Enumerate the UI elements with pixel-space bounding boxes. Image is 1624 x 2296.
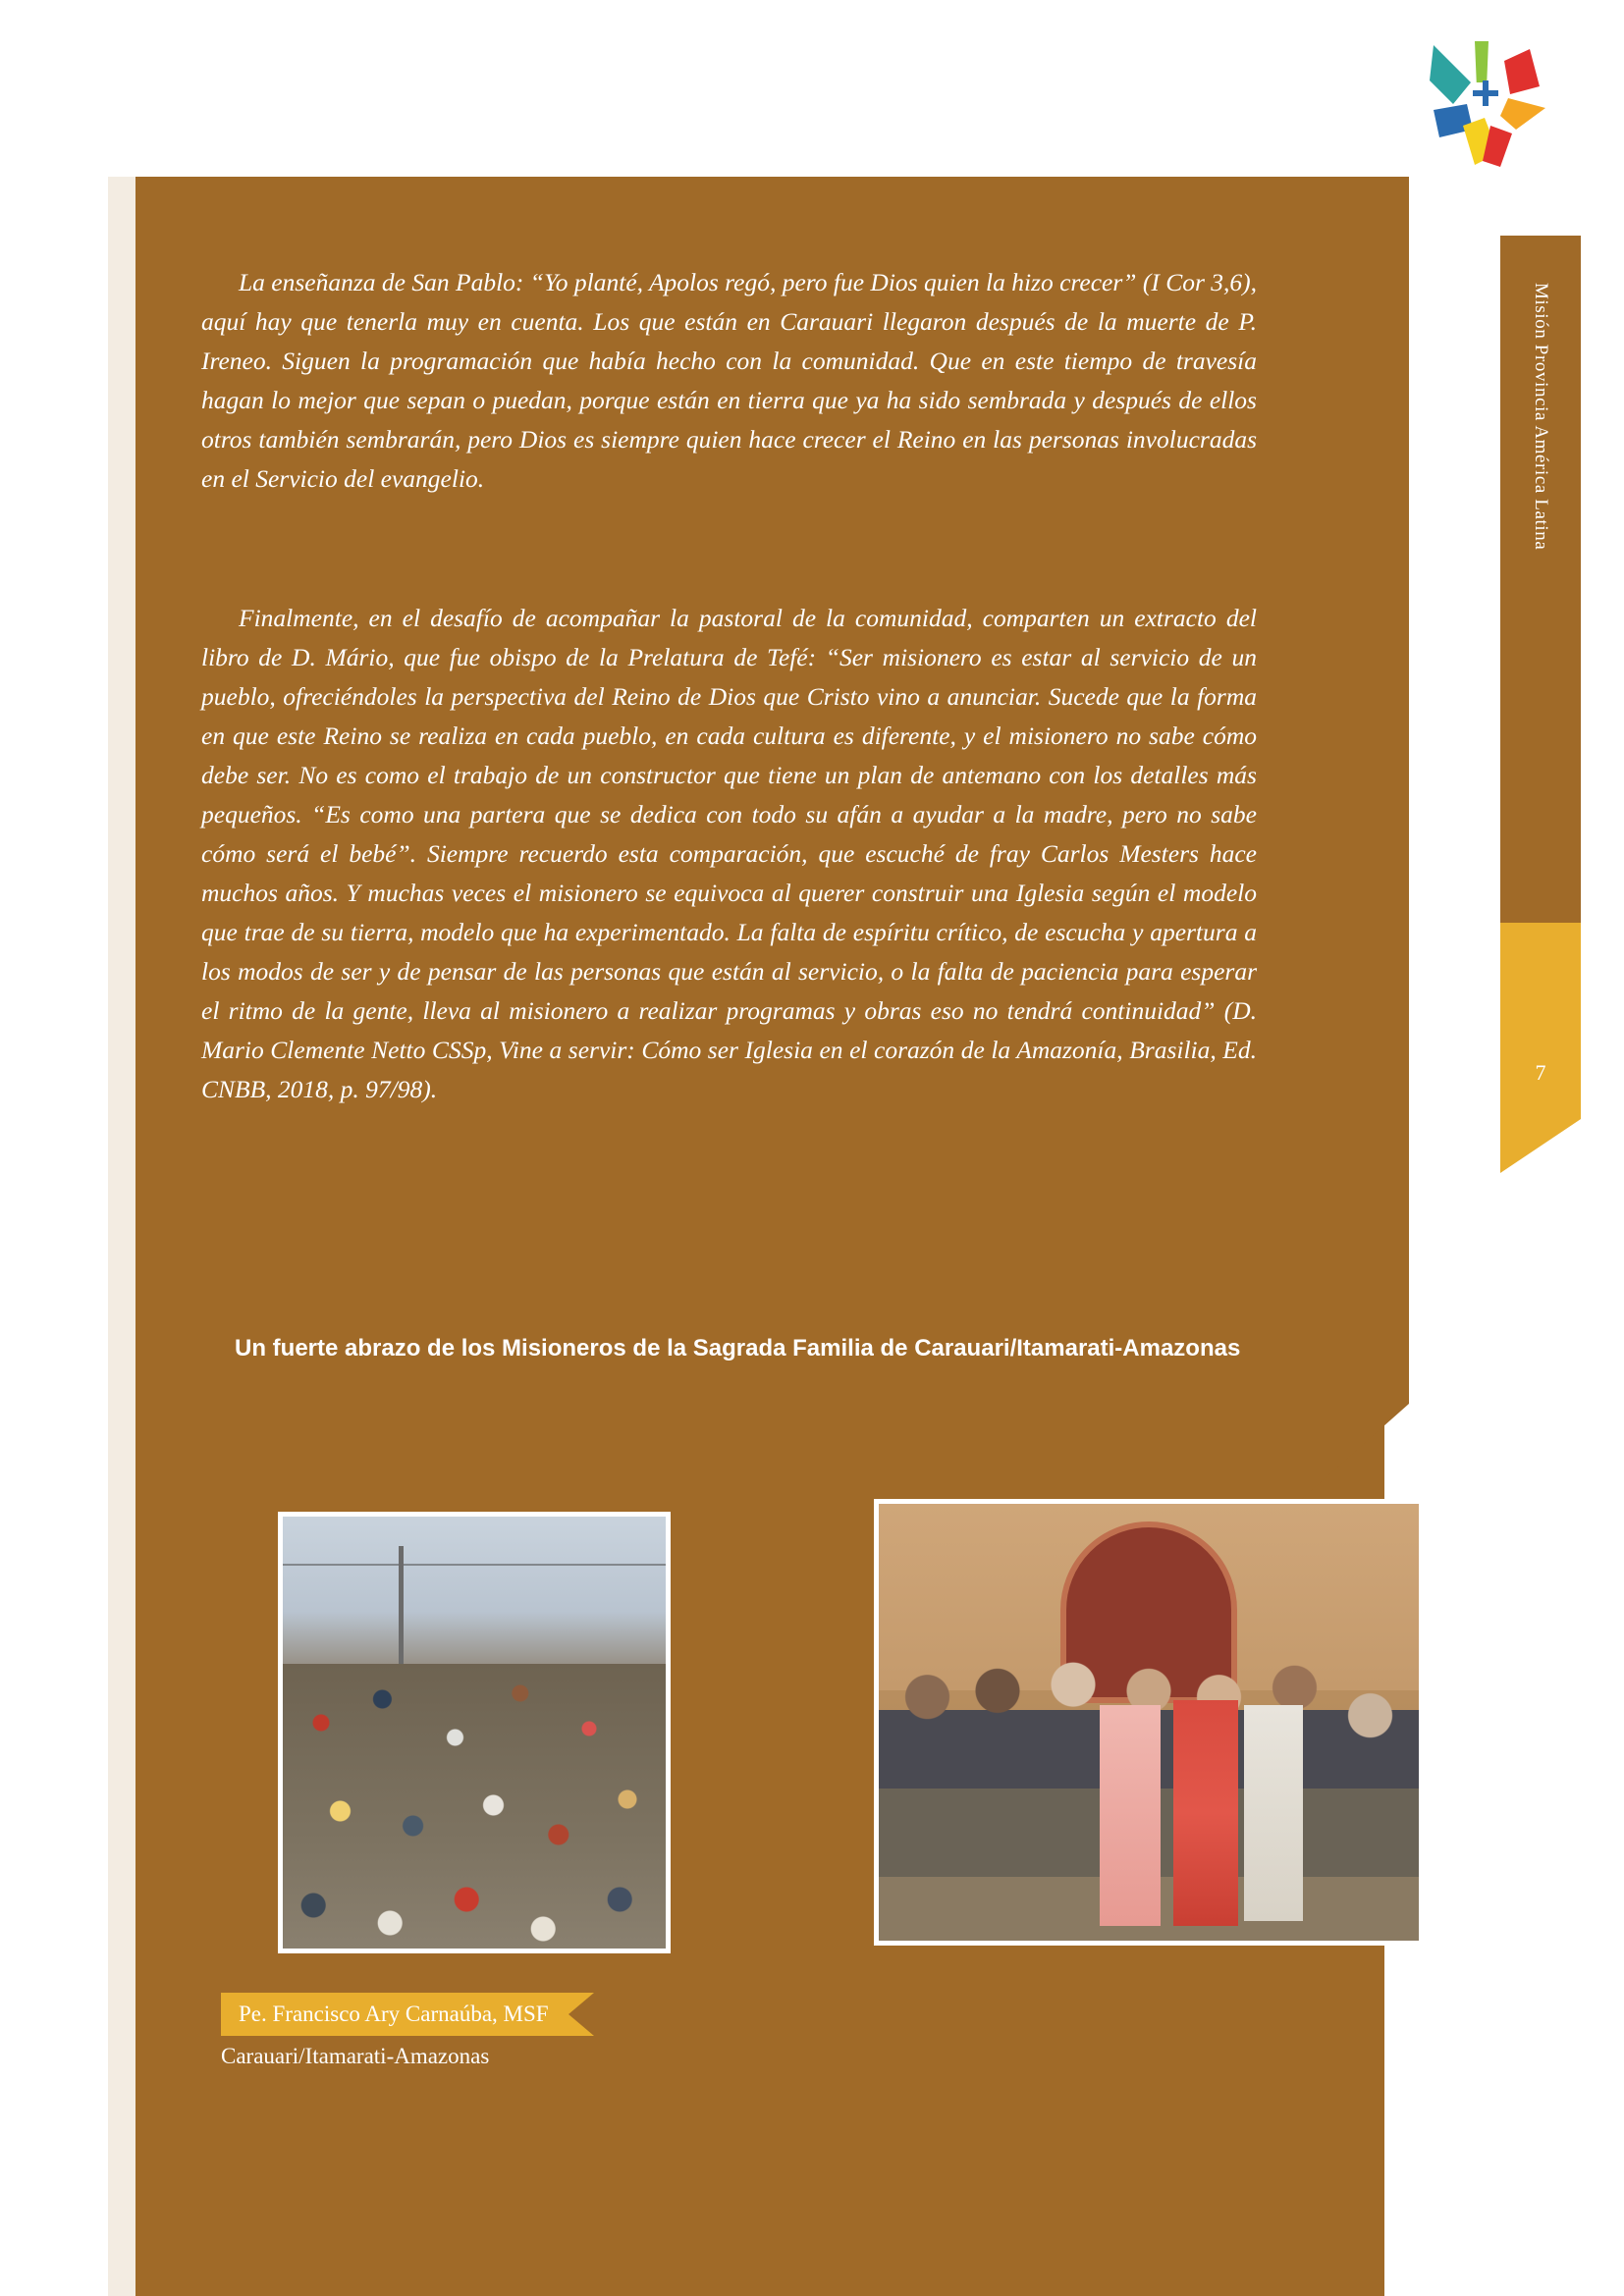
side-tab-title-text: Misión Provincia América Latina — [1531, 283, 1551, 551]
photo-group-portrait — [874, 1499, 1424, 1946]
paragraph-2: Finalmente, en el desafío de acompañar la pastoral de la comunidad, comparten un extracto del libro de D. Mário, que fue obispo de la Prelatura de Tefé: “Ser misionero es estar al servicio de un pueblo, ofreciéndoles la perspectiva del Reino de Dios que Cristo vino a anunciar. Sucede que la forma en que este Reino se realiza en cada pueblo, en cada cultura es diferente, y el misionero no sabe cómo debe ser. No es como el trabajo de un constructor que tiene un plan de antemano con los detalles más pequeños. “Es como una partera que se dedica con todo su afán a ayudar a la madre, pero no sabe cómo será el bebé”. Siempre recuerdo esta comparación, que escuché de fray Carlos Mesters hace muchos años. Y muchas veces el misionero se equivoca al querer construir una Iglesia según el modelo que trae de su tierra, modelo que ha experimentado. La falta de espíritu crítico, de escucha y apertura a los modos de ser y de pensar de las personas que están al servicio, o la falta de paciencia para esperar el ritmo de la gente, lleva al misionero a realizar programas y obras eso no tendrá continuidad” (D. Mario Clemente Netto CSSp, Vine a servir: Cómo ser Iglesia en el corazón de la Amazonía, Brasilia, Ed. CNBB, 2018, p. 97/98). — [201, 604, 1257, 1103]
closing-statement: Un fuerte abrazo de los Misioneros de la Sagrada Familia de Carauari/Itamarati-Amazonas — [235, 1335, 1241, 1362]
organization-logo-icon — [1414, 35, 1551, 173]
side-tab-accent — [1500, 923, 1581, 1119]
caption-place: Carauari/Itamarati-Amazonas — [221, 2044, 490, 2068]
photo-dress-pink-detail — [1100, 1705, 1161, 1926]
caption-author-banner — [221, 1993, 594, 2036]
caption-author-text: Pe. Francisco Ary Carnaúba, MSF — [239, 2002, 549, 2026]
photo-crowd-procession — [278, 1512, 671, 1953]
side-tab-title — [1500, 236, 1581, 923]
photo-dress-red-detail — [1173, 1700, 1238, 1926]
photo-dress-white-detail — [1244, 1705, 1303, 1921]
left-margin-stripe — [108, 177, 135, 2296]
page-number: 7 — [1535, 1060, 1546, 1085]
paragraph-1: La enseñanza de San Pablo: “Yo planté, Apolos regó, pero fue Dios quien la hizo crecer” (I Cor 3,6), aquí hay que tenerla muy en cuenta. Los que están en Carauari llegaron después de la muerte de P. Ireneo. Siguen la programación que había hecho con la comunidad. Que en este tiempo de travesía hagan lo mejor que sepan o puedan, porque están en tierra que ya ha sido sembrada y después de ellos otros también sembrarán, pero Dios es siempre quien hace crecer el Reino en las personas involucradas en el Servicio del evangelio. — [201, 268, 1257, 493]
photo-wire-detail — [283, 1564, 666, 1566]
photo-crowd-detail — [283, 1664, 666, 1953]
